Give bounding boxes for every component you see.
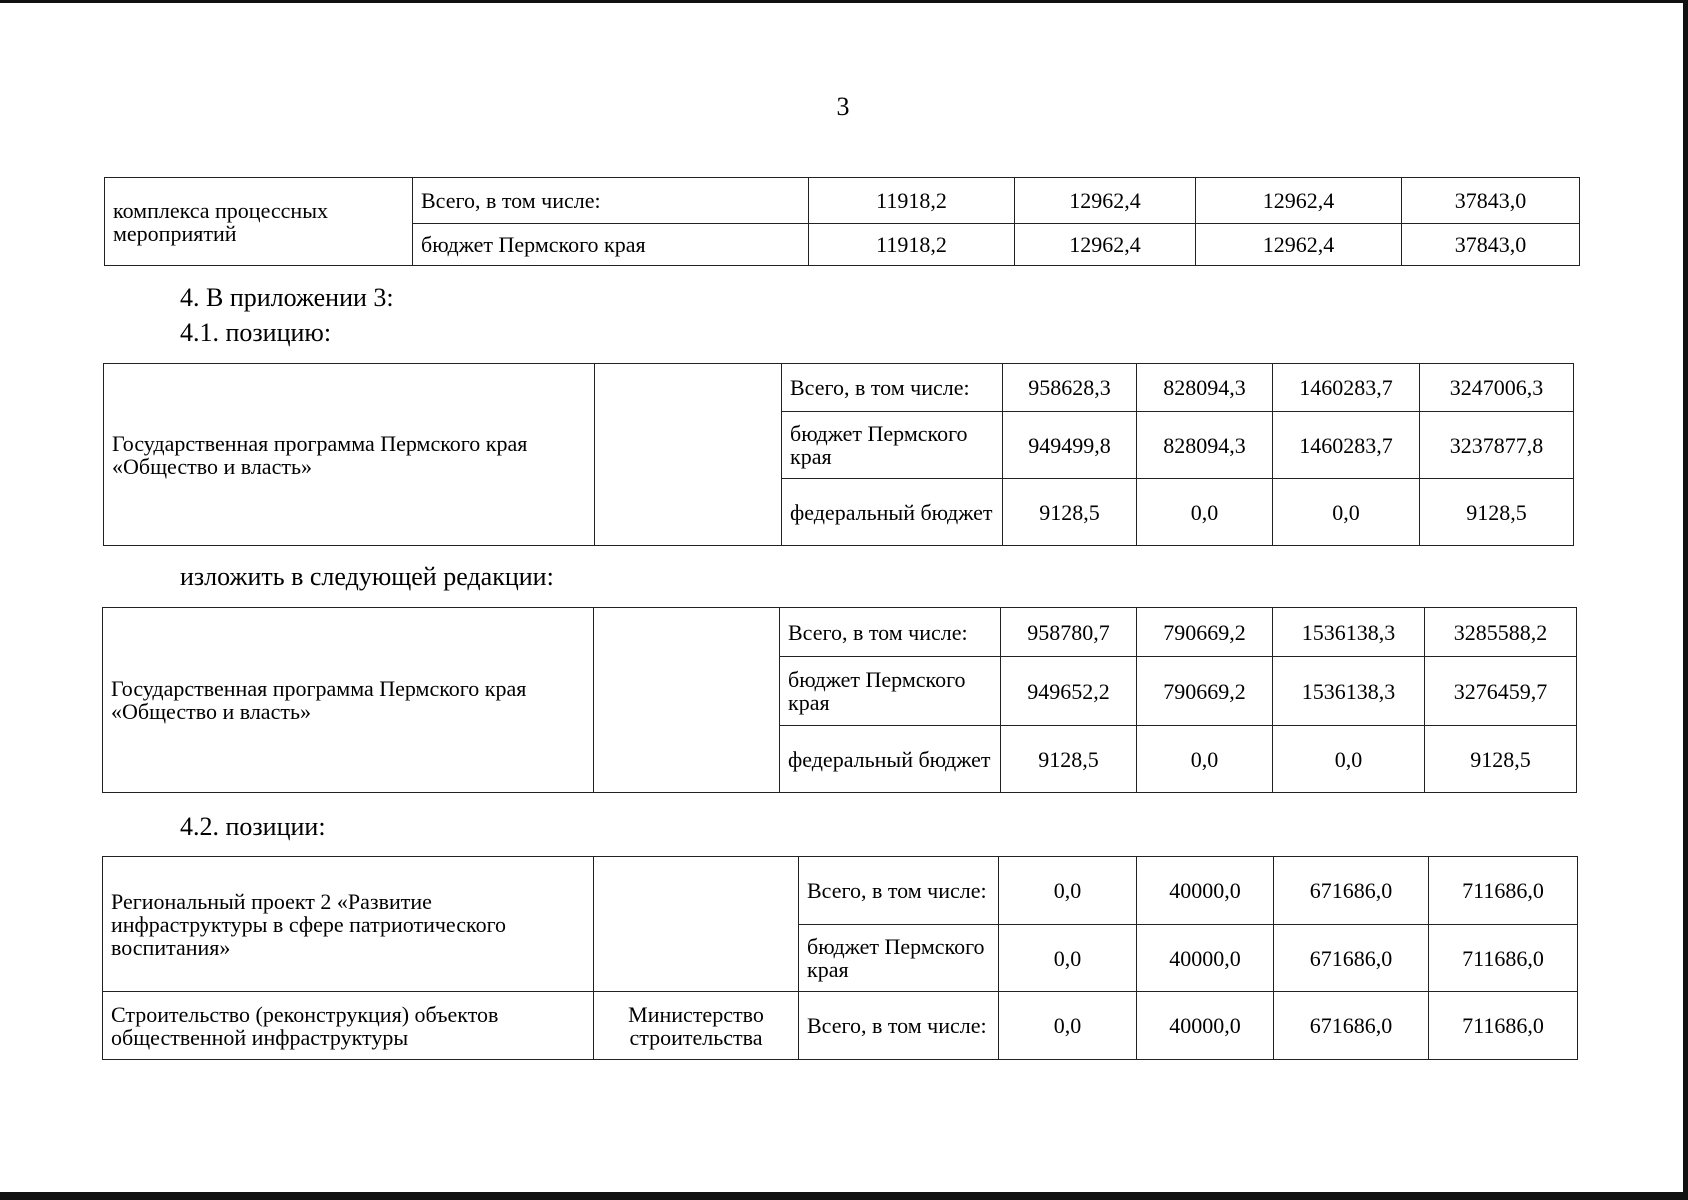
section-heading-4: 4. В приложении 3: [180, 283, 394, 312]
value-cell: 0,0 [999, 857, 1137, 925]
project-name: Региональный проект 2 «Развитие инфраструктуры в сфере патриотического воспитания» [103, 857, 594, 992]
value-cell: 949652,2 [1001, 657, 1137, 726]
value-cell: 949499,8 [1003, 412, 1137, 479]
source-cell: бюджет Пермского края [782, 412, 1003, 479]
source-cell: Всего, в том числе: [413, 178, 809, 224]
source-cell: бюджет Пермского края [413, 224, 809, 266]
value-cell: 828094,3 [1137, 412, 1273, 479]
value-cell: 12962,4 [1196, 224, 1402, 266]
source-cell: Всего, в том числе: [782, 364, 1003, 412]
page-border-bottom [0, 1192, 1688, 1200]
program-name: Государственная программа Пермского края «Общество и власть» [103, 608, 594, 793]
table-row [104, 364, 1574, 412]
table-program-current [103, 363, 1574, 546]
value-cell: 0,0 [1137, 726, 1273, 793]
source-cell: бюджет Пермского края [799, 925, 999, 992]
value-cell: 9128,5 [1420, 479, 1574, 546]
value-cell: 958780,7 [1001, 608, 1137, 657]
value-cell: 11918,2 [809, 224, 1015, 266]
source-cell: Всего, в том числе: [780, 608, 1001, 657]
value-cell: 1460283,7 [1273, 364, 1420, 412]
value-cell: 40000,0 [1137, 925, 1274, 992]
page-border-top [0, 0, 1688, 3]
value-cell: 671686,0 [1274, 857, 1429, 925]
value-cell: 0,0 [1137, 479, 1273, 546]
value-cell: 1536138,3 [1273, 657, 1425, 726]
table-row [103, 857, 1578, 925]
page-number: 3 [836, 92, 850, 121]
value-cell: 3276459,7 [1425, 657, 1577, 726]
value-cell: 3285588,2 [1425, 608, 1577, 657]
value-cell: 3247006,3 [1420, 364, 1574, 412]
value-cell: 790669,2 [1137, 608, 1273, 657]
table-row [105, 178, 1580, 224]
value-cell: 9128,5 [1001, 726, 1137, 793]
value-cell: 711686,0 [1429, 857, 1578, 925]
table-regional-project [102, 856, 1578, 1060]
value-cell: 0,0 [999, 925, 1137, 992]
source-cell: федеральный бюджет [782, 479, 1003, 546]
value-cell: 0,0 [999, 992, 1137, 1060]
value-cell: 3237877,8 [1420, 412, 1574, 479]
value-cell: 790669,2 [1137, 657, 1273, 726]
executor-cell [594, 608, 780, 793]
value-cell: 12962,4 [1015, 178, 1196, 224]
value-cell: 1460283,7 [1273, 412, 1420, 479]
value-cell: 37843,0 [1402, 224, 1580, 266]
program-name: Государственная программа Пермского края «Общество и власть» [104, 364, 595, 546]
row-label: комплекса процессных мероприятий [105, 178, 413, 266]
section-heading-4-2: 4.2. позиции: [180, 812, 326, 841]
table-row [103, 992, 1578, 1060]
source-cell: Всего, в том числе: [799, 857, 999, 925]
value-cell: 40000,0 [1137, 992, 1274, 1060]
executor-name: Министерство строительства [594, 992, 799, 1060]
value-cell: 9128,5 [1425, 726, 1577, 793]
value-cell: 12962,4 [1015, 224, 1196, 266]
activity-name: Строительство (реконструкция) объектов общественной инфраструктуры [103, 992, 594, 1060]
value-cell: 671686,0 [1274, 992, 1429, 1060]
value-cell: 12962,4 [1196, 178, 1402, 224]
value-cell: 711686,0 [1429, 992, 1578, 1060]
table-process-activities [104, 177, 1580, 266]
value-cell: 711686,0 [1429, 925, 1578, 992]
value-cell: 828094,3 [1137, 364, 1273, 412]
value-cell: 671686,0 [1274, 925, 1429, 992]
source-cell: бюджет Пермского края [780, 657, 1001, 726]
source-cell: федеральный бюджет [780, 726, 1001, 793]
value-cell: 958628,3 [1003, 364, 1137, 412]
value-cell: 0,0 [1273, 479, 1420, 546]
executor-cell [595, 364, 782, 546]
executor-cell [594, 857, 799, 992]
page-border-right [1683, 0, 1688, 1200]
value-cell: 40000,0 [1137, 857, 1274, 925]
source-cell: Всего, в том числе: [799, 992, 999, 1060]
value-cell: 11918,2 [809, 178, 1015, 224]
value-cell: 1536138,3 [1273, 608, 1425, 657]
section-heading-edit: изложить в следующей редакции: [180, 562, 554, 591]
table-program-new [102, 607, 1577, 793]
section-heading-4-1: 4.1. позицию: [180, 318, 332, 347]
value-cell: 0,0 [1273, 726, 1425, 793]
value-cell: 9128,5 [1003, 479, 1137, 546]
table-row [103, 608, 1577, 657]
value-cell: 37843,0 [1402, 178, 1580, 224]
